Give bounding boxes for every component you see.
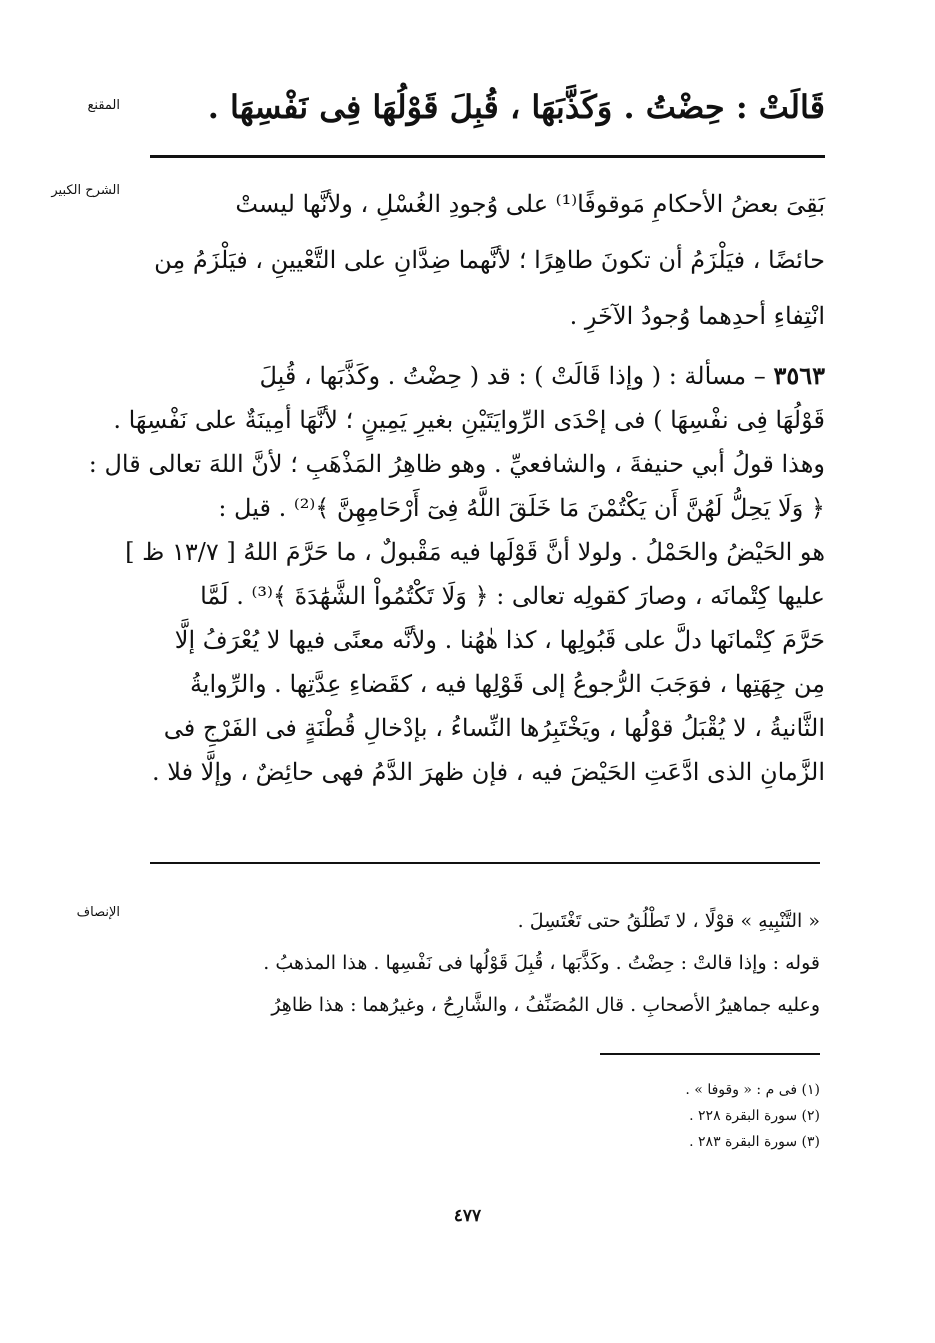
- label-insaf: الإنصاف: [76, 905, 120, 920]
- masala-line: مِن جِهَتِها ، فوَجَبَ الرُّجوعُ إلى قَوْلِها فيه ، كقَضاءِ عِدَّتِها . والرِّوايةُ: [189, 670, 825, 698]
- footnotes: [500, 1077, 820, 1155]
- sharh-line: انْتِفاءِ أحدِهما وُجودُ الآخَرِ .: [569, 302, 825, 330]
- masala-line: الثَّانيةُ ، لا يُقْبَلُ قوْلُها ، ويَخْتَبِرُها النِّساءُ ، بإدْخالِ قُطْنَةٍ فى الفَرْجِ فى: [163, 714, 825, 742]
- insaf-line: قوله : وإذا قالتْ : حِضْتُ . وكَذَّبَها ، قُبِلَ قَوْلُها فى نَفْسِها . هذا المذهبُ .: [263, 952, 820, 974]
- section-divider-thick: [150, 155, 825, 158]
- masala-number: ٣٥٦٣: [773, 361, 825, 390]
- footnote: (٣) سورة البقرة ٢٨٣ .: [689, 1134, 820, 1150]
- masala-line: عليها كِتْمانَه ، وصارَ كقولِه تعالى : ﴿ وَلَا تَكْتُمُواْ الشَّهَٰدَةَ ﴾⁽³⁾ . لَمَّا: [200, 582, 825, 610]
- masala-first-text: – مسألة : ( وإذا قَالَتْ ) : قد ( حِضْتُ . وكَذَّبَها ، قُبِلَ: [259, 362, 766, 390]
- sharh-line: بَقِىَ بعضُ الأحكامِ مَوقوفًا⁽¹⁾ على وُجودِ الغُسْلِ ، ولأنَّها ليستْ: [235, 190, 825, 218]
- masala-line: حَرَّمَ كِتْمانَها دلَّ على قَبُولِها ، كذا هٰهُنا . ولأنَّه معنًى فيها لا يُعْرَفُ إلَّا: [174, 626, 825, 654]
- masala-line: وهذا قولُ أبي حنيفةَ ، والشافعيِّ . وهو ظاهِرُ المَذْهَبِ ؛ لأنَّ اللهَ تعالى قال :: [88, 450, 825, 478]
- footnote-divider: [600, 1053, 820, 1055]
- sharh-text: [150, 176, 825, 344]
- muqni-line: قَالَتْ : حِضْتُ . وَكَذَّبَهَا ، قُبِلَ قَوْلُهَا فِى نَفْسِهَا .: [207, 88, 825, 126]
- insaf-line: وعليه جماهيرُ الأصحابِ . قال المُصَنِّفُ ، والشَّارِحُ ، وغيرُهما : هذا ظاهِرُ: [271, 994, 820, 1016]
- masala-line: الزَّمانِ الذى ادَّعَتِ الحَيْضَ فيه ، فإن ظهرَ الدَّمُ فهى حائِضٌ ، وإلَّا فلا .: [151, 758, 825, 786]
- masala-line: ﴿ وَلَا يَحِلُّ لَهُنَّ أَن يَكْتُمْنَ مَا خَلَقَ اللَّهُ فِىٓ أَرْحَامِهِنَّ ﴾⁽²⁾ . قيل :: [218, 494, 825, 522]
- page-number: ٤٧٧: [453, 1206, 482, 1226]
- muqni-text: [150, 88, 825, 126]
- sharh-line: حائضًا ، فيَلْزَمُ أن تكونَ طاهِرًا ؛ لأنَّهما ضِدَّانِ على التَّعْيينِ ، فيَلْزَمُ مِن: [154, 246, 825, 274]
- label-muqni: المقنع: [87, 98, 120, 113]
- masala-line: قَوْلُهَا فِى نفْسِهَا ) فى إحْدَى الرِّوايَتَيْنِ بغيرِ يَمِينٍ ؛ لأنَّهَا أمِينَةٌ على نَفْسِهَا .: [113, 406, 825, 434]
- footnote: (٢) سورة البقرة ٢٢٨ .: [689, 1108, 820, 1124]
- masala-line-first: [150, 354, 825, 398]
- label-sharh: الشرح الكبير: [51, 183, 120, 198]
- masala-line: هو الحَيْضُ والحَمْلُ . ولولا أنَّ قَوْلَها فيه مَقْبولٌ ، ما حَرَّمَ اللهُ [ ١٣/٧ ظ ]: [125, 538, 825, 566]
- insaf-line: « التَّنْبِيهِ » قوْلًا ، لا تَطْلُقُ حتى تَغْتَسِلَ .: [517, 910, 820, 932]
- masala-text: [88, 354, 825, 794]
- insaf-text: [150, 900, 820, 1026]
- section-divider-thin: [150, 862, 820, 864]
- footnote: (١) فى م : « وقوفا » .: [685, 1082, 820, 1098]
